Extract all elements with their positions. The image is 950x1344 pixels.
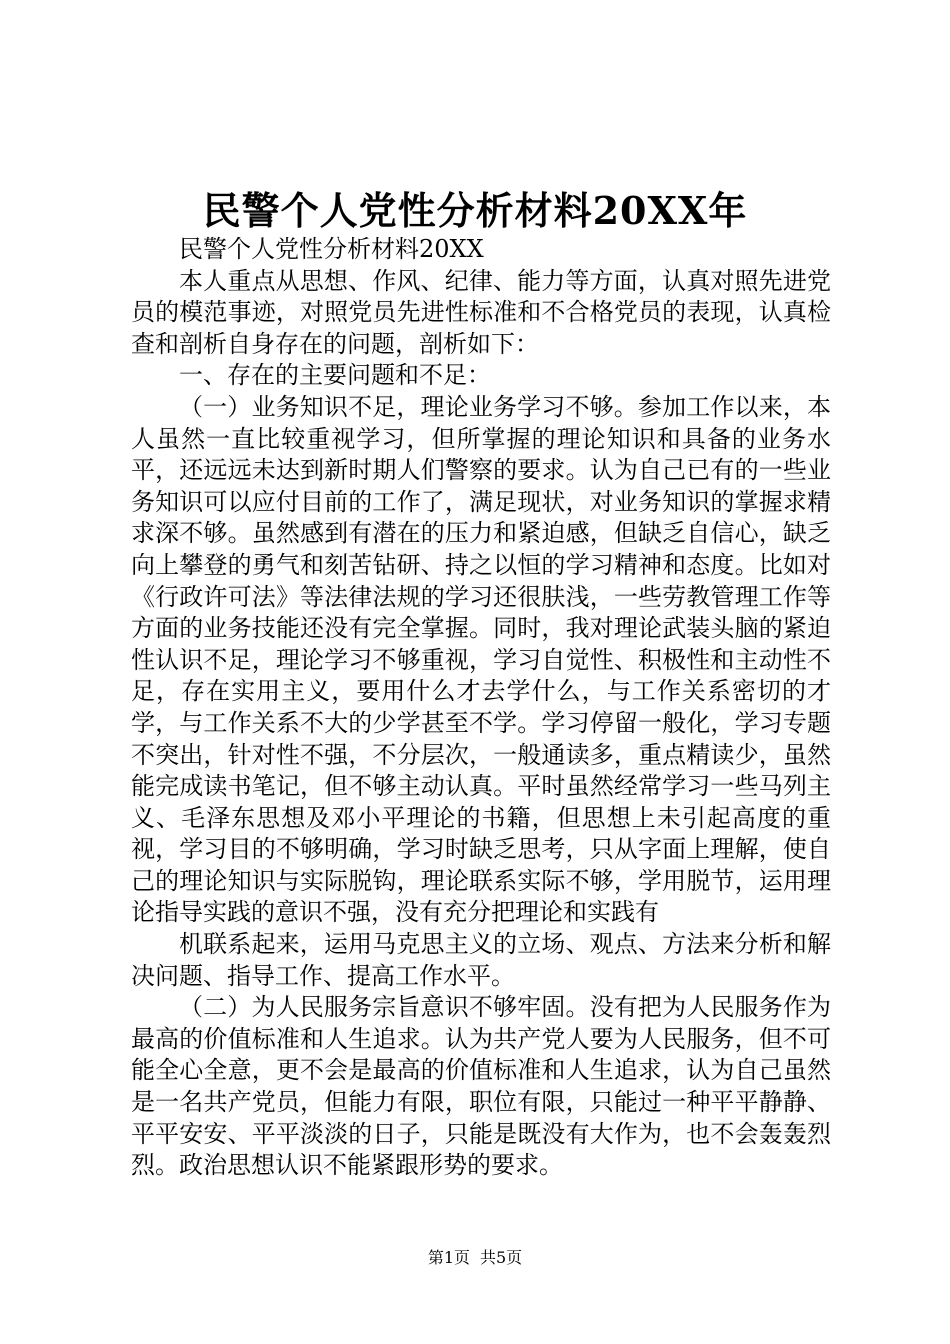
paragraph-problem-one: （一）业务知识不足，理论业务学习不够。参加工作以来，本人虽然一直比较重视学习，但所掌握的理论知识和具备的业务水平，还远远未达到新时期人们警察的要求。认为自己已有的一些业务知识可以应付目前的工作了，满足现状，对业务知识的掌握求精求深不够。虽然感到有潜在的压力和紧迫感，但缺乏自信心，缺乏向上攀登的勇气和刻苦钻研、持之以恒的学习精神和态度。比如对《行政许可法》等法律法规的学习还很肤浅，一些劳教管理工作等方面的业务技能还没有完全掌握。同时，我对理论武装头脑的紧迫性认识不足，理论学习不够重视，学习自觉性、积极性和主动性不足，存在实用主义，要用什么才去学什么，与工作关系密切的才学，与工作关系不大的少学甚至不学。学习停留一般化，学习专题不突出，针对性不强，不分层次，一般通读多，重点精读少，虽然能完成读书笔记，但不够主动认真。平时虽然经常学习一些马列主义、毛泽东思想及邓小平理论的书籍，但思想上未引起高度的重视，学习目的不够明确，学习时缺乏思考，只从字面上理解，使自己的理论知识与实际脱钩，理论联系实际不够，学用脱节，运用理论指导实践的意识不强，没有充分把理论和实践有	[131, 392, 831, 927]
section-heading-problems: 一、存在的主要问题和不足：	[179, 361, 491, 390]
document-title: 民警个人党性分析材料20XX年	[202, 188, 748, 233]
paragraph-problem-two: （二）为人民服务宗旨意识不够牢固。没有把为人民服务作为最高的价值标准和人生追求。认为共产党人要为人民服务，但不可能全心全意，更不会是最高的价值标准和人生追求，认为自己虽然是一名共产党员，但能力有限，职位有限，只能过一种平平静静、平平安安、平平淡淡的日子，只能是既没有大作为，也不会轰轰烈烈。政治思想认识不能紧跟形势的要求。	[131, 993, 831, 1180]
paragraph-subtitle: 民警个人党性分析材料20XX	[179, 235, 484, 263]
document-body	[131, 234, 831, 1182]
paragraph-problem-one-continued: 机联系起来，运用马克思主义的立场、观点、方法来分析和解决问题、指导工作、提高工作水平。	[131, 930, 831, 990]
page-total: 共5页	[480, 1248, 523, 1267]
page-number: 第1页	[427, 1248, 470, 1267]
paragraph-intro: 本人重点从思想、作风、纪律、能力等方面，认真对照先进党员的模范事迹，对照党员先进性标准和不合格党员的表现，认真检查和剖析自身存在的问题，剖析如下：	[131, 266, 831, 358]
page-footer	[0, 1245, 950, 1268]
